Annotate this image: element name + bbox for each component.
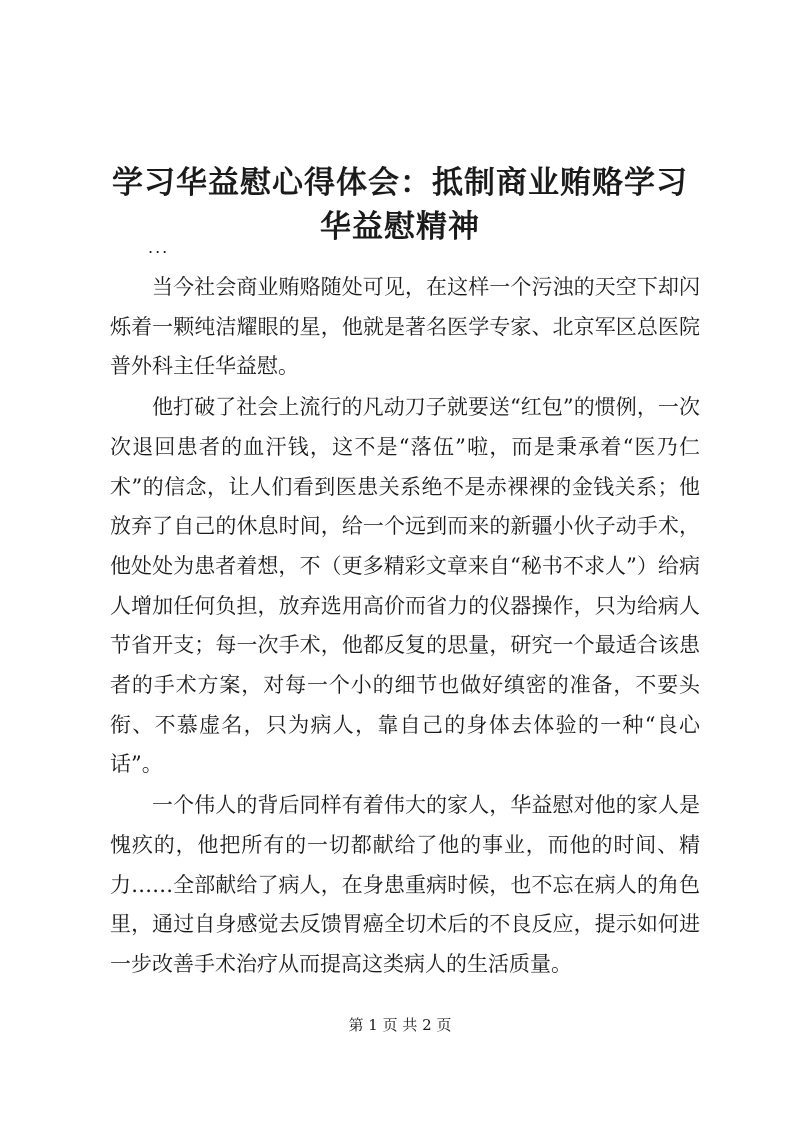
ellipsis-marker: ... — [148, 238, 170, 257]
paragraph: 当今社会商业贿赂随处可见，在这样一个污浊的天空下却闪烁着一颗纯洁耀眼的星，他就是著名医学专家、北京军区总医院普外科主任华益慰。 — [110, 275, 700, 379]
paragraph: 他打破了社会上流行的凡动刀子就要送“红包”的惯例，一次次退回患者的血汗钱，这不是“落伍”啦，而是秉承着“医乃仁术”的信念，让人们看到医患关系绝不是赤裸裸的金钱关系；他放弃了自己的休息时间，给一个远到而来的新疆小伙子动手术，他处处为患者着想，不（更多精彩文章来自“秘书不求人”）给病人增加任何负担，放弃选用高价而省力的仪器操作，只为给病人节省开支；每一次手术，他都反复的思量，研究一个最适合该患者的手术方案，对每一个小的细节也做好缜密的准备，不要头衔、不慕虚名，只为病人，靠自己的身体去体验的一种“良心话”。 — [110, 395, 700, 777]
document-body — [110, 268, 700, 986]
document-title: 学习华益慰心得体会：抵制商业贿赂学习华益慰精神 — [112, 164, 688, 245]
page-footer: 第 1 页 共 2 页 — [348, 1016, 452, 1034]
paragraph: 一个伟人的背后同样有着伟大的家人，华益慰对他的家人是愧疚的，他把所有的一切都献给了他的事业，而他的时间、精力……全部献给了病人，在身患重病时候，也不忘在病人的角色里，通过自身感觉去反馈胃癌全切术后的不良反应，提示如何进一步改善手术治疗从而提高这类病人的生活质量。 — [110, 793, 700, 976]
